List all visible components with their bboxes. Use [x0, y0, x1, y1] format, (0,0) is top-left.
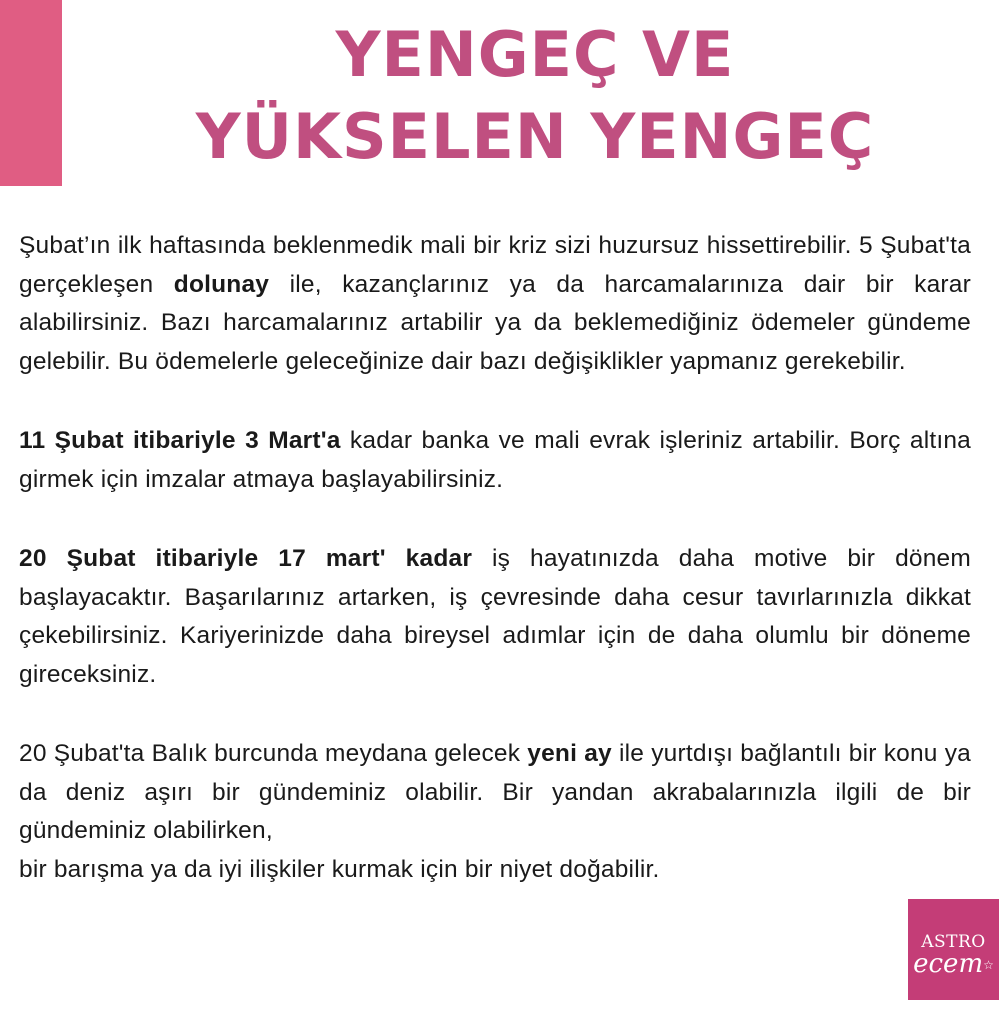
- title-line-2: YÜKSELEN YENGEÇ: [195, 100, 875, 173]
- paragraph-4: [19, 735, 971, 889]
- paragraph-3: [19, 540, 971, 694]
- logo-word: ecem: [913, 949, 984, 979]
- paragraph-3-bold: 20 Şubat itibariyle 17 mart' kadar: [19, 545, 473, 572]
- paragraph-4-text-b: ile yurtdışı bağlantılı bir konu ya da deniz aşırı bir gündeminiz olabilir. Bir yandan akrabalarınızla ilgili de bir gündeminiz olabilirken,: [19, 740, 972, 844]
- decorative-side-bar: [0, 0, 62, 186]
- paragraph-2-text: kadar banka ve mali evrak işleriniz artabilir. Borç altına girmek için imzalar atmaya başlayabilirsiniz.: [19, 427, 971, 493]
- paragraph-1-bold: dolunay: [173, 270, 270, 298]
- paragraph-1-text-b: ile, kazançlarınız ya da harcamalarınıza dair bir karar alabilirsiniz. Bazı harcamalarınız artabilir ya da beklemediğiniz ödemeler gündeme gelebilir. Bu ödemelerle geleceğinize dair bazı değişiklikler yapmanız gerekebilir.: [19, 270, 971, 375]
- logo-line-1: ASTRO: [921, 932, 986, 952]
- paragraph-3-text: iş hayatınızda daha motive bir dönem başlayacaktır. Başarılarınız artarken, iş çevresinde daha cesur tavırlarınızla dikkat çekebilirsiniz. Kariyerinizde daha bireysel adımlar için de daha olumlu bir döneme gireceksiniz.: [19, 545, 971, 688]
- paragraph-2: [19, 422, 971, 499]
- paragraph-1: [19, 227, 971, 381]
- title-line-1: YENGEÇ VE: [335, 18, 735, 91]
- star-icon: ☆: [983, 958, 994, 972]
- paragraph-1-text-a: Şubat’ın ilk haftasında beklenmedik mali bir kriz sizi huzursuz hissettirebilir. 5 Şubat'ta gerçekleşen: [19, 232, 971, 298]
- brand-logo: [908, 899, 999, 1000]
- paragraph-2-bold: 11 Şubat itibariyle 3 Mart'a: [19, 427, 341, 454]
- page-title: [62, 14, 1008, 178]
- logo-line-2: [908, 951, 999, 978]
- paragraph-4-bold: yeni ay: [527, 740, 612, 767]
- paragraph-4-text-c: bir barışma ya da iyi ilişkiler kurmak için bir niyet doğabilir.: [19, 855, 660, 883]
- paragraph-4-text-a: 20 Şubat'ta Balık burcunda meydana gelecek: [19, 740, 528, 767]
- article-body: [19, 227, 971, 930]
